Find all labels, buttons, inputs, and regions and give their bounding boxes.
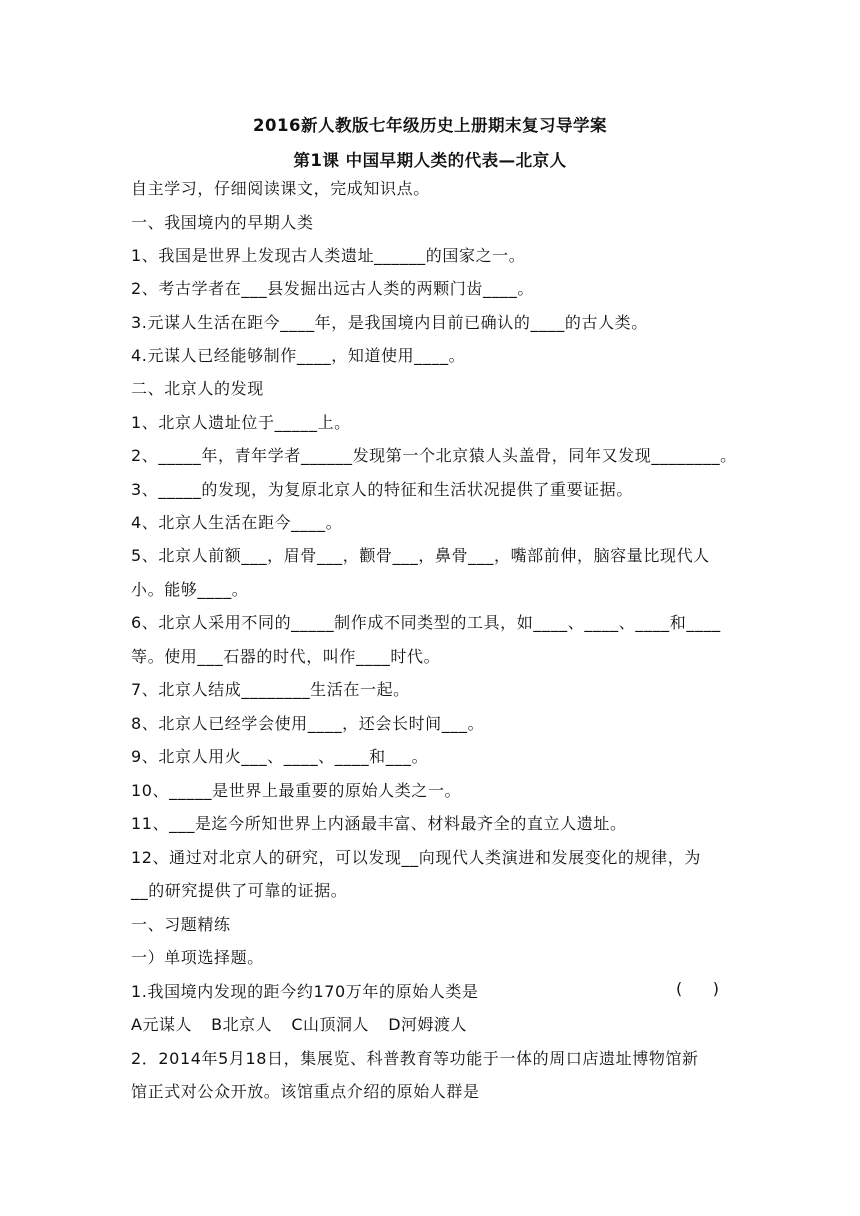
question-1-text: 1.我国境内发现的距今约170万年的原始人类是 — [131, 982, 479, 1001]
question-2-text-continued: 馆正式对公众开放。该馆重点介绍的原始人群是 — [131, 1082, 480, 1101]
question-1-options — [131, 1012, 467, 1035]
fill-item-continued: 等。使用___石器的时代，叫作____时代。 — [131, 647, 441, 666]
section-heading-1: 一、我国境内的早期人类 — [131, 213, 314, 232]
answer-blank: ( ) — [676, 979, 719, 998]
fill-item: 2、考古学者在___县发掘出远古人类的两颗门齿____。 — [131, 279, 534, 298]
sub-section-heading: 一）单项选择题。 — [131, 948, 264, 967]
document-title: 2016新人教版七年级历史上册期末复习导学案 — [253, 116, 607, 135]
fill-item-continued: __的研究提供了可靠的证据。 — [131, 881, 348, 900]
fill-item: 2、_____年，青年学者______发现第一个北京猿人头盖骨，同年又发现________。 — [131, 446, 737, 465]
option-c: C山顶洞人 — [291, 1015, 369, 1034]
fill-item: 3.元谋人生活在距今____年，是我国境内目前已确认的____的古人类。 — [131, 313, 648, 332]
intro-text: 自主学习，仔细阅读课文，完成知识点。 — [131, 179, 430, 198]
option-a: A元谋人 — [131, 1015, 192, 1034]
fill-item: 4、北京人生活在距今____。 — [131, 513, 343, 532]
option-d: D河姆渡人 — [388, 1015, 468, 1034]
lesson-title: 第1课 中国早期人类的代表—北京人 — [293, 151, 567, 170]
question-2-text: 2．2014年5月18日，集展览、科普教育等功能于一体的周口店遗址博物馆新 — [131, 1049, 699, 1068]
fill-item: 1、我国是世界上发现古人类遗址______的国家之一。 — [131, 246, 526, 265]
fill-item: 11、___是迄今所知世界上内涵最丰富、材料最齐全的直立人遗址。 — [131, 814, 627, 833]
fill-item: 5、北京人前额___，眉骨___，颧骨___，鼻骨___，嘴部前伸，脑容量比现代人 — [131, 546, 710, 565]
fill-item: 7、北京人结成________生活在一起。 — [131, 680, 410, 699]
fill-item: 9、北京人用火___、____、____和___。 — [131, 747, 429, 766]
fill-item: 8、北京人已经学会使用____，还会长时间___。 — [131, 714, 485, 733]
option-b: B北京人 — [211, 1015, 273, 1034]
fill-item: 4.元谋人已经能够制作____，知道使用____。 — [131, 346, 466, 365]
section-heading-2: 二、北京人的发现 — [131, 379, 264, 398]
fill-item: 6、北京人采用不同的_____制作成不同类型的工具，如____、____、____和____ — [131, 613, 721, 632]
section-heading-3: 一、习题精练 — [131, 915, 231, 934]
fill-item: 1、北京人遗址位于_____上。 — [131, 413, 351, 432]
fill-item: 12、通过对北京人的研究，可以发现__向现代人类演进和发展变化的规律，为 — [131, 848, 701, 867]
fill-item: 10、_____是世界上最重要的原始人类之一。 — [131, 781, 462, 800]
fill-item: 3、_____的发现，为复原北京人的特征和生活状况提供了重要证据。 — [131, 480, 633, 499]
fill-item-continued: 小。能够____。 — [131, 580, 249, 599]
